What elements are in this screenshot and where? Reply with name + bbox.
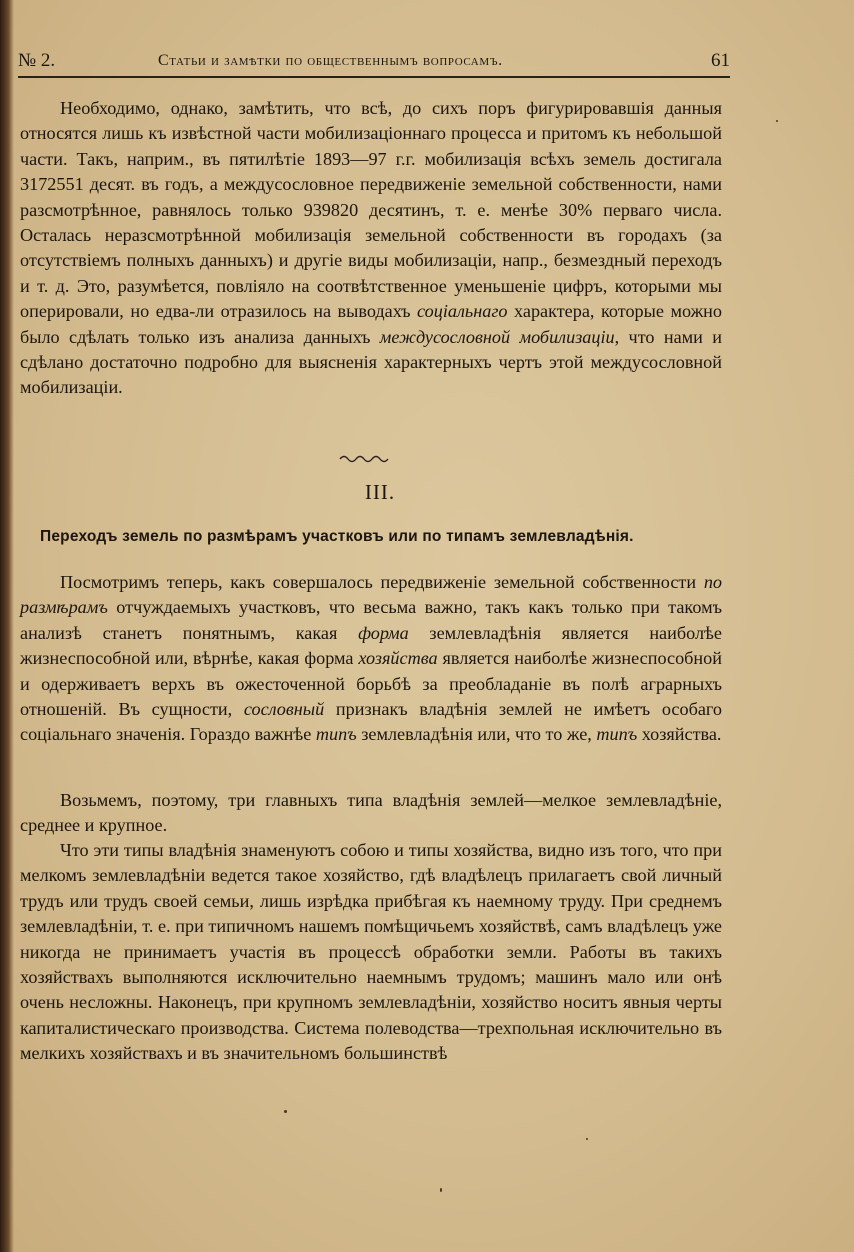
- paragraph-1-text-mid: характера, которые можно было сдѣлать только изъ анализа данныхъ: [20, 301, 722, 347]
- paragraph-1-text-end: , что нами и сдѣлано достаточно подробно для выясненія характерныхъ чертъ этой междусословной мобилизаціи.: [20, 326, 722, 398]
- paper-speck: [284, 1110, 287, 1113]
- paragraph-3: [20, 788, 722, 839]
- paragraph-1-emphasis-2: междусословной мобилизаціи: [379, 326, 615, 347]
- paragraph-2-text-3: землевладѣнія является наиболѣе жизнеспособной или, вѣрнѣе, какая форма: [20, 622, 722, 669]
- header-rule: [18, 76, 730, 78]
- paper-speck: [586, 1138, 588, 1140]
- paragraph-3-text: Возьмемъ, поэтому, три главныхъ типа владѣнія землей—мелкое землевладѣніе, среднее и крупное.: [20, 790, 722, 836]
- paragraph-4: [20, 838, 722, 1067]
- running-header: [18, 48, 730, 78]
- paragraph-2-emphasis-2: форма: [358, 622, 409, 643]
- paragraph-2-emphasis-5: типъ: [315, 724, 357, 745]
- paragraph-2-emphasis-3: хозяйства: [358, 648, 438, 669]
- paragraph-2-text-7: хозяйства.: [637, 724, 722, 745]
- paragraph-2-emphasis-6: типъ: [596, 724, 638, 745]
- section-title: Переходъ земель по размѣрамъ участковъ или по типамъ землевладѣнія.: [40, 528, 634, 545]
- running-title: Статьи и замѣтки по общественнымъ вопросамъ.: [158, 52, 503, 69]
- paragraph-2-text-2: отчуждаемыхъ участковъ, что весьма важно, такъ какъ только при такомъ анализѣ станетъ понятнымъ, какая: [20, 597, 722, 643]
- paragraph-1: [20, 96, 722, 401]
- paragraph-2-text-6: землевладѣнія или, что то же,: [356, 724, 597, 745]
- paper-speck: [776, 120, 778, 122]
- paragraph-2-emphasis-1: по размѣрамъ: [20, 572, 722, 618]
- section-number: III.: [364, 480, 396, 504]
- paragraph-4-text: Что эти типы владѣнія знаменуютъ собою и типы хозяйства, видно изъ того, что при мелкомъ землевладѣніи ведется такое хозяйство, гдѣ владѣлецъ прилагаетъ свой личный трудъ или трудъ своей семьи, лишь изрѣдка прибѣгая къ наемному труду. При среднемъ землевладѣніи, т. е. при типичномъ нашемъ помѣщичьемъ хозяйствѣ, самъ владѣлецъ уже никогда не принимаетъ участія въ процессѣ обработки земли. Работы въ такихъ хозяйствахъ выполняются исключительно наемнымъ трудомъ; машинъ мало или онѣ очень несложны. Наконецъ, при крупномъ землевладѣніи, хозяйство носитъ явныя черты капиталистическаго производства. Система полеводства—трехпольная исключительно въ мелкихъ хозяйствахъ и въ значительномъ большинствѣ: [20, 840, 722, 1064]
- paragraph-2-text-4: является наиболѣе жизнеспособной и одерживаетъ верхъ въ ожесточенной борьбѣ за преобладаніе въ полѣ аграрныхъ отношеній. Въ сущности,: [20, 648, 722, 720]
- paragraph-1-text: Необходимо, однако, замѣтить, что всѣ, до сихъ поръ фигурировавшія данныя относятся лишь къ извѣстной части мобилизаціоннаго процесса и притомъ къ небольшой части. Такъ, наприм., въ пятилѣтіе 1893—97 г.г. мобилизація всѣхъ земель достигала 3172551 десят. въ годъ, а междусословное передвиженіе земельной собственности, нами разсмотрѣнное, равнялось только 939820 десятинъ, т. е. менѣе 30% перваго числа. Осталась неразсмотрѣнной мобилизація земельной собственности въ городахъ (за отсутствіемъ полныхъ данныхъ) и другіе виды мобилизаціи, напр., безмездный переходъ и т. д. Это, разумѣется, повліяло на соотвѣтственное уменьшеніе цифръ, которыми мы оперировали, но едва-ли отразилось на выводахъ: [20, 98, 722, 322]
- book-spine-shadow: [0, 0, 14, 1252]
- issue-number: № 2.: [18, 50, 56, 71]
- wave-ornament: [338, 452, 390, 464]
- paragraph-2-text-1: Посмотримъ теперь, какъ совершалось передвиженіе земельной собственности: [60, 572, 704, 592]
- paragraph-1-emphasis-1: соціальнаго: [417, 301, 508, 322]
- paragraph-2: [20, 570, 722, 748]
- paragraph-2-text-5: признакъ владѣнія землей не имѣетъ особаго соціальнаго значенія. Гораздо важнѣе: [20, 699, 722, 745]
- paper-speck: [440, 1188, 442, 1192]
- page-number: 61: [711, 50, 730, 71]
- paragraph-2-emphasis-4: сословный: [243, 699, 325, 720]
